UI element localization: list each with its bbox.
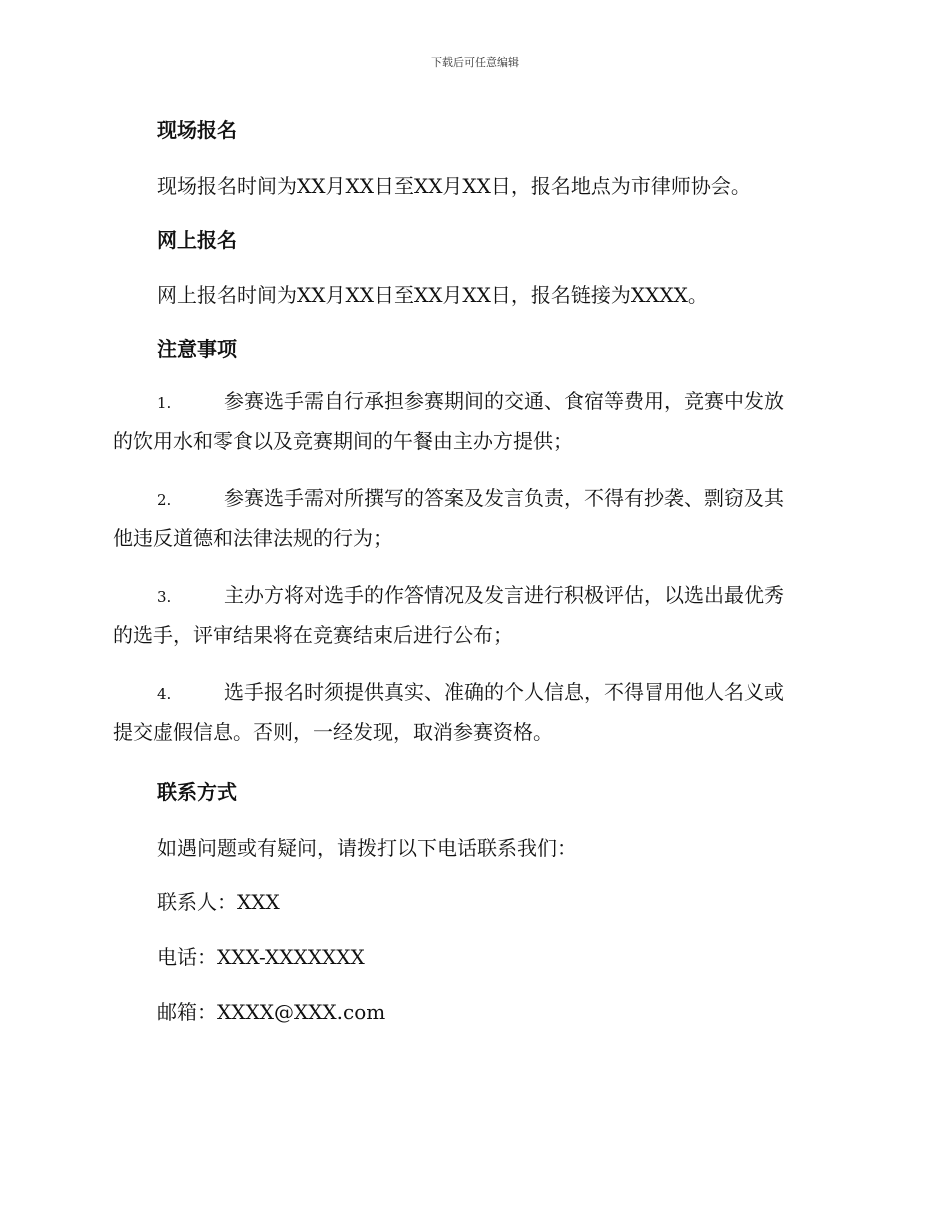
note-text-line2: 的选手，评审结果将在竞赛结束后进行公布； [113, 623, 513, 647]
header-note: 下载后可任意编辑 [431, 56, 519, 69]
online-registration-text: 网上报名时间为XX月XX日至XX月XX日，报名链接为XXXX。 [157, 283, 708, 307]
note-number: 2. [157, 491, 172, 509]
note-number: 4. [157, 685, 172, 703]
note-number: 1. [157, 394, 172, 412]
note-item-4 [113, 673, 833, 751]
section-title-online: 网上报名 [157, 228, 237, 252]
note-text-line1: 选手报名时须提供真实、准确的个人信息，不得冒用他人名义或 [224, 680, 784, 704]
note-text-line2: 的饮用水和零食以及竞赛期间的午餐由主办方提供； [113, 429, 573, 453]
note-text-line2: 提交虚假信息。否则，一经发现，取消参赛资格。 [113, 720, 553, 744]
note-text-line2: 他违反道德和法律法规的行为； [113, 526, 393, 550]
note-text-line1: 主办方将对选手的作答情况及发言进行积极评估，以选出最优秀 [224, 583, 784, 607]
section-title-notes: 注意事项 [157, 337, 237, 361]
contact-email: 邮箱：XXXX@XXX.com [157, 1000, 386, 1024]
note-item-2 [113, 479, 833, 557]
contact-intro: 如遇问题或有疑问，请拨打以下电话联系我们： [157, 836, 577, 860]
note-item-3 [113, 576, 833, 654]
note-text-line1: 参赛选手需对所撰写的答案及发言负责，不得有抄袭、剽窃及其 [224, 486, 784, 510]
contact-phone: 电话：XXX-XXXXXXX [157, 945, 365, 969]
section-title-onsite: 现场报名 [157, 118, 237, 142]
section-title-contact: 联系方式 [157, 780, 237, 804]
onsite-registration-text: 现场报名时间为XX月XX日至XX月XX日，报名地点为市律师协会。 [157, 174, 751, 198]
note-item-1 [113, 382, 833, 460]
note-text-line1: 参赛选手需自行承担参赛期间的交通、食宿等费用，竞赛中发放 [224, 389, 784, 413]
note-number: 3. [157, 588, 172, 606]
contact-person: 联系人：XXX [157, 890, 280, 914]
